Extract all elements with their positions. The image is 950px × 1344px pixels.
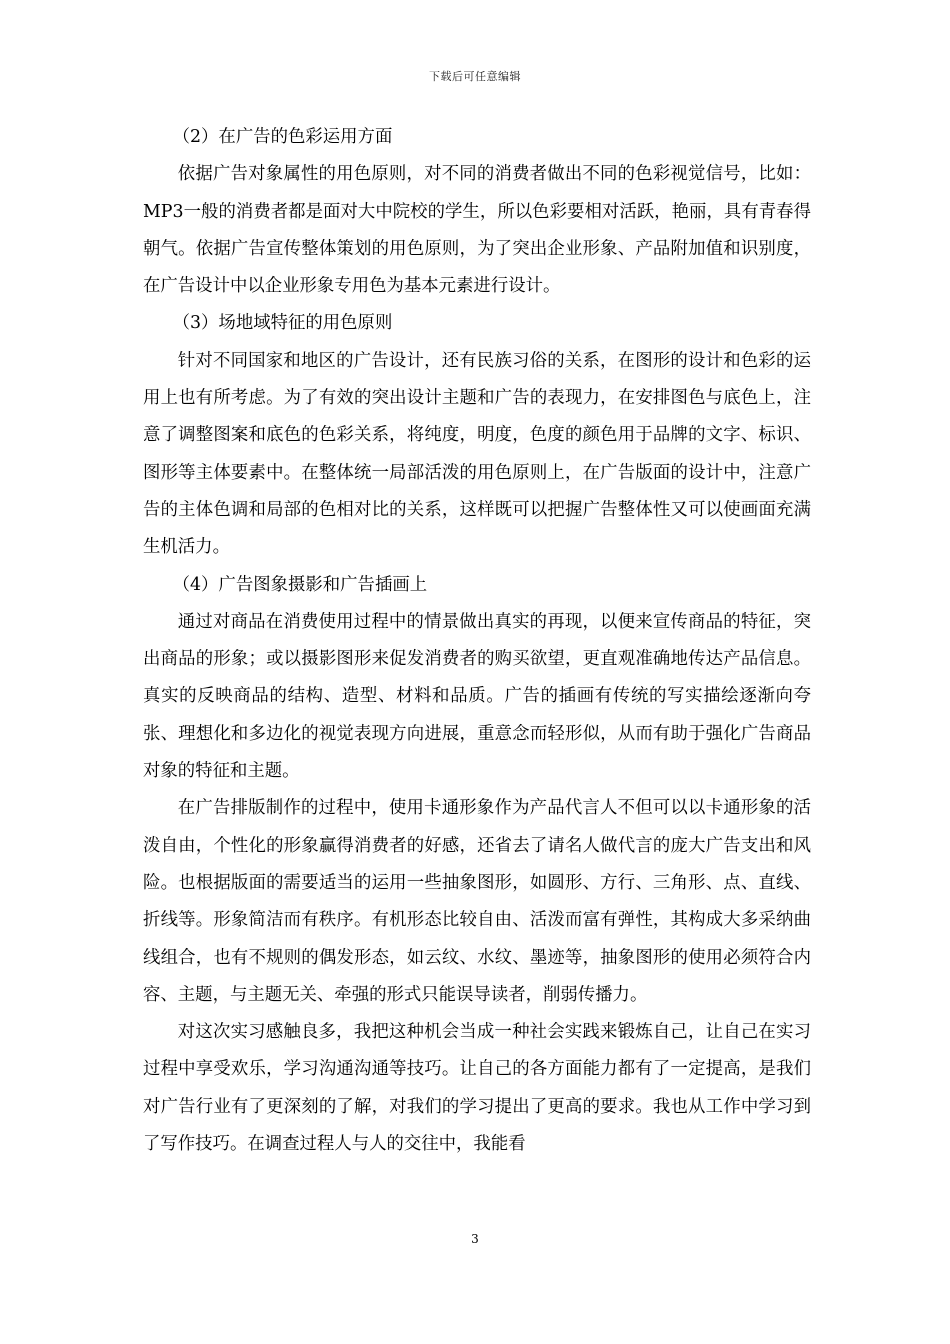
body-paragraph: 针对不同国家和地区的广告设计，还有民族习俗的关系，在图形的设计和色彩的运用上也有所考虑。为了有效的突出设计主题和广告的表现力，在安排图色与底色上，注意了调整图案和底色的色彩关系，将纯度，明度，色度的颜色用于品牌的文字、标识、图形等主体要素中。在整体统一局部活泼的用色原则上，在广告版面的设计中，注意广告的主体色调和局部的色相对比的关系，这样既可以把握广告整体性又可以使画面充满生机活力。 [143, 350, 811, 558]
document-body [143, 119, 811, 1163]
body-paragraph: 在广告排版制作的过程中，使用卡通形象作为产品代言人不但可以以卡通形象的活泼自由，个性化的形象赢得消费者的好感，还省去了请名人做代言的庞大广告支出和风险。也根据版面的需要适当的运用一些抽象图形，如圆形、方行、三角形、点、直线、折线等。形象简洁而有秩序。有机形态比较自由、活泼而富有弹性，其构成大多采纳曲线组合，也有不规则的偶发形态，如云纹、水纹、墨迹等，抽象图形的使用必须符合内容、主题，与主题无关、牵强的形式只能误导读者，削弱传播力。 [143, 798, 811, 1005]
body-paragraph: 依据广告对象属性的用色原则，对不同的消费者做出不同的色彩视觉信号，比如：MP3一般的消费者都是面对大中院校的学生，所以色彩要相对活跃，艳丽，具有青春得朝气。依据广告宣传整体策划的用色原则，为了突出企业形象、产品附加值和识别度，在广告设计中以企业形象专用色为基本元素进行设计。 [143, 164, 811, 297]
section-heading: （2）在广告的色彩运用方面 [172, 127, 393, 147]
body-paragraph: 对这次实习感触良多，我把这种机会当成一种社会实践来锻炼自己，让自己在实习过程中享受欢乐，学习沟通沟通等技巧。让自己的各方面能力都有了一定提高，是我们对广告行业有了更深刻的了解，对我们的学习提出了更高的要求。我也从工作中学习到了写作技巧。在调查过程人与人的交往中，我能看 [143, 1022, 811, 1155]
page-header-note: 下载后可任意编辑 [429, 70, 521, 83]
page-number: 3 [471, 1232, 479, 1246]
section-heading: （4）广告图象摄影和广告插画上 [172, 574, 428, 595]
section-heading: （3）场地域特征的用色原则 [172, 313, 393, 334]
body-paragraph: 通过对商品在消费使用过程中的情景做出真实的再现，以便来宣传商品的特征，突出商品的形象；或以摄影图形来促发消费者的购买欲望，更直观准确地传达产品信息。真实的反映商品的结构、造型、材料和品质。广告的插画有传统的写实描绘逐渐向夸张、理想化和多边化的视觉表现方向进展，重意念而轻形似，从而有助于强化广告商品对象的特征和主题。 [143, 611, 811, 782]
